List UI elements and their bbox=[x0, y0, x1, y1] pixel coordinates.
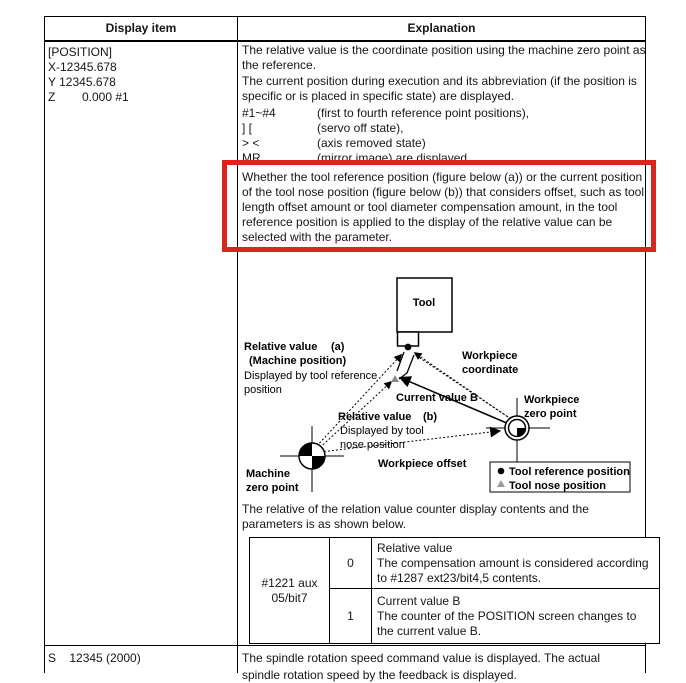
abbr-term-4: MR bbox=[242, 151, 261, 165]
param-desc-body: The compensation amount is considered according to #1287 ext23/bit4,5 contents. bbox=[377, 555, 649, 585]
abbr-term-3: > < bbox=[242, 136, 260, 150]
abbr-term-2: ] [ bbox=[242, 121, 253, 135]
position-z-value: Z 0.000 #1 bbox=[48, 90, 129, 104]
relative-b-desc1: Displayed by tool bbox=[340, 425, 424, 437]
table-header-divider bbox=[44, 40, 646, 42]
legend-label-1: Tool reference position bbox=[509, 466, 630, 478]
relative-b-desc2: nose position bbox=[340, 439, 405, 451]
table-top-border bbox=[44, 16, 646, 17]
header-display-item: Display item bbox=[105, 21, 177, 35]
paragraph-relative-value: The relative value is the coordinate position using the machine zero point as the reference. bbox=[242, 43, 646, 72]
paragraph-current-position: The current position during execution and its abbreviation (if the position is specific or is placed in specific state) are displayed. bbox=[242, 74, 637, 103]
spindle-explanation-line1: The spindle rotation speed command value is displayed. The actual bbox=[242, 651, 600, 665]
tool-reference-dot bbox=[405, 344, 412, 351]
param-desc-cell bbox=[372, 538, 660, 589]
workpiece-offset-label: Workpiece offset bbox=[378, 458, 467, 470]
relative-a-desc2: position bbox=[244, 384, 282, 396]
tool-shape bbox=[391, 278, 452, 382]
diagram-legend bbox=[490, 462, 630, 492]
tool-nose-marker bbox=[391, 375, 399, 382]
paragraph-highlighted: Whether the tool reference position (figure below (a)) or the current position of the tool nose position (figure below (b)) that considers offset, such as tool length offset amount or tool diameter compensation amount, in the tool reference position is applied to the display of the relative value can be selected with the parameter. bbox=[242, 170, 644, 244]
machine-zero-label1: Machine bbox=[246, 468, 291, 480]
legend-label-2: Tool nose position bbox=[509, 480, 606, 492]
param-name-line2: 05/bit7 bbox=[271, 590, 308, 605]
legend-circle-icon bbox=[498, 468, 505, 475]
abbr-desc-1: (first to fourth reference point positions), bbox=[317, 106, 530, 120]
workpiece-zero-label1: Workpiece bbox=[524, 394, 580, 406]
relative-a-title: Relative value bbox=[244, 341, 318, 353]
workpiece-zero-label2: zero point bbox=[524, 408, 577, 420]
header-explanation: Explanation bbox=[407, 21, 476, 35]
parameter-table bbox=[249, 537, 660, 644]
position-x-value: X-12345.678 bbox=[48, 60, 117, 74]
param-desc-cell bbox=[372, 589, 660, 644]
abbr-desc-3: (axis removed state) bbox=[317, 136, 426, 150]
workpiece-coordinate-label1: Workpiece bbox=[462, 350, 518, 362]
machine-zero-label2: zero point bbox=[246, 482, 299, 494]
param-desc-title: Current value B bbox=[377, 593, 461, 608]
table-left-border bbox=[44, 16, 45, 673]
tool-position-diagram bbox=[237, 266, 645, 500]
relative-a-mark: (a) bbox=[331, 341, 345, 353]
table-row-divider bbox=[44, 645, 646, 646]
abbr-term-1: #1~#4 bbox=[242, 106, 276, 120]
position-y-value: Y 12345.678 bbox=[48, 75, 116, 89]
relative-a-sub: (Machine position) bbox=[249, 355, 347, 367]
param-desc-title: Relative value bbox=[377, 540, 453, 555]
tool-label: Tool bbox=[412, 297, 436, 309]
spindle-explanation-line2: spindle rotation speed by the feedback is displayed. bbox=[242, 668, 517, 682]
spindle-display-item: S 12345 (2000) bbox=[48, 651, 141, 665]
param-name-line1: #1221 aux bbox=[261, 575, 318, 590]
param-value-cell: 0 bbox=[330, 538, 372, 589]
paragraph-parameter-intro: The relative of the relation value counter display contents and the parameters is as shown below. bbox=[242, 502, 589, 531]
relative-a-desc1: Displayed by tool reference bbox=[244, 370, 378, 382]
param-desc-body: The counter of the POSITION screen changes to the current value B. bbox=[377, 608, 637, 638]
abbr-desc-4: (mirror image) are displayed. bbox=[317, 151, 471, 165]
workpiece-coordinate-label2: coordinate bbox=[462, 364, 519, 376]
param-value-cell: 1 bbox=[330, 589, 372, 644]
table-row bbox=[250, 538, 660, 589]
current-value-b-label: Current value B bbox=[396, 392, 478, 404]
relative-b-title: Relative value bbox=[338, 411, 412, 423]
position-title: [POSITION] bbox=[48, 45, 113, 59]
abbr-desc-2: (servo off state), bbox=[317, 121, 404, 135]
param-name-cell bbox=[250, 538, 330, 644]
relative-b-mark: (b) bbox=[423, 411, 438, 423]
